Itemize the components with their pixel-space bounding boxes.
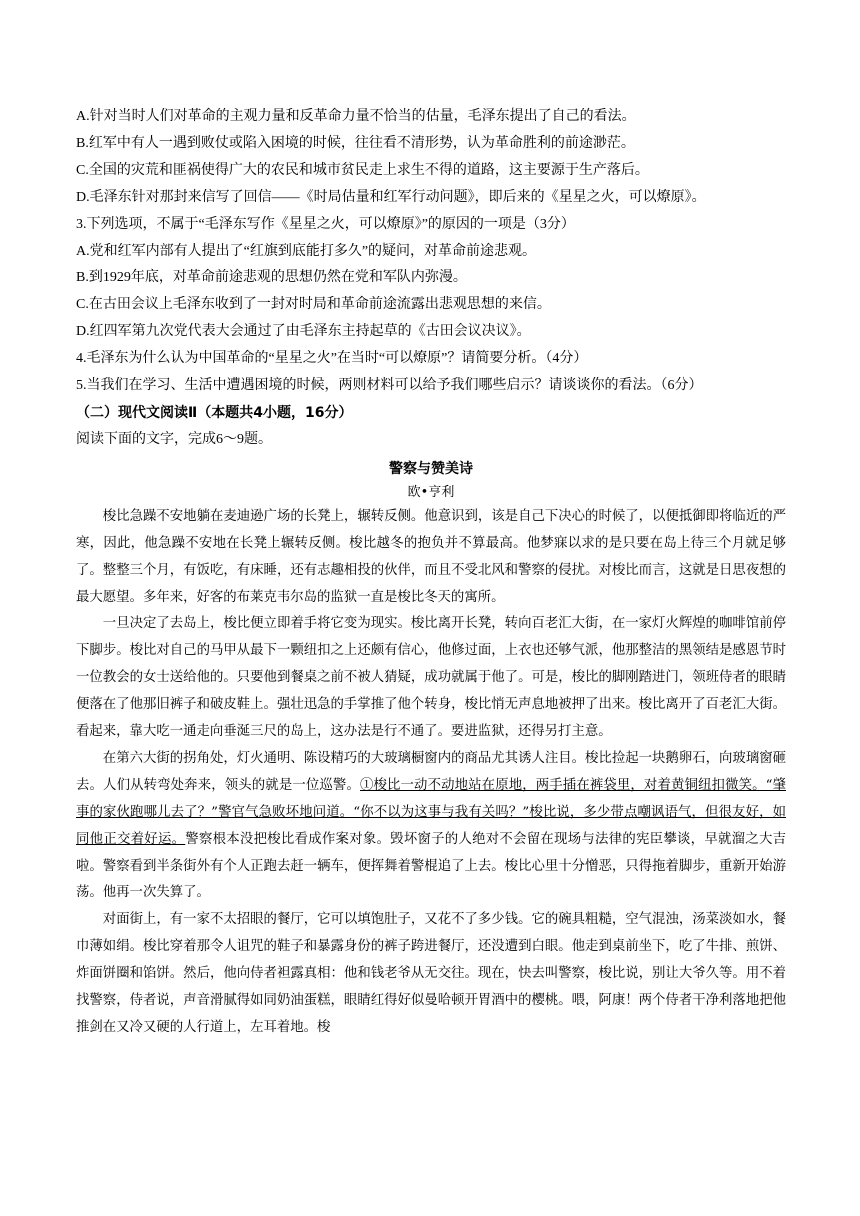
q2-option-b: B.红军中有人一遇到败仗或陷入困境的时候，往往看不清形势，认为革命胜利的前途渺茫。 xyxy=(76,135,635,151)
underlined-passage-1: ①梭比一动不动地站在原地，两手插在裤袋里，对着黄铜纽扣微笑。“肇事的家伙跑哪儿去了？”警官气急败坏地问道。“你不以为这事与我有关吗？”梭比说，多少带点嘲讽语气，但很友好，如同他正交着好运。 xyxy=(76,777,787,847)
question-4: 4.毛泽东为什么认为中国革命的“星星之火”在当时“可以燎原”？请简要分析。（4分） xyxy=(76,351,588,367)
story-author: 欧•亨利 xyxy=(407,484,455,500)
q2-option-d: D.毛泽东针对那封来信写了回信——《时局估量和红军行动问题》，即后来的《星星之火，可以燎原》。 xyxy=(76,189,706,205)
story-paragraph-4: 对面街上，有一家不太招眼的餐厅，它可以填饱肚子，又花不了多少钱。它的碗具粗糙，空气混浊，汤菜淡如水，餐巾薄如绢。梭比穿着那令人诅咒的鞋子和暴露身份的裤子跨进餐厅，还没遭到白眼。他走到桌前坐下，吃了牛排、煎饼、炸面饼圈和馅饼。然后，他向侍者袒露真相：他和钱老爷从无交往。现在，快去叫警察，梭比说，别让大爷久等。用不着找警察，侍者说，声音滑腻得如同奶油蛋糕，眼睛红得好似曼哈顿开胃酒中的樱桃。喂，阿康！两个侍者干净利落地把他推剑在又冷又硬的人行道上，左耳着地。梭 xyxy=(76,912,786,1035)
q2-option-c: C.全国的灾荒和匪祸使得广大的农民和城市贫民走上求生不得的道路，这主要源于生产落后。 xyxy=(76,162,649,178)
question-5: 5.当我们在学习、生活中遭遇困境的时候，两则材料可以给予我们哪些启示？请谈谈你的看法。（6分） xyxy=(76,378,703,394)
story-paragraph-2: 一旦决定了去岛上，梭比便立即着手将它变为现实。梭比离开长凳，转向百老汇大街，在一家灯火辉煌的咖啡馆前停下脚步。梭比对自己的马甲从最下一颗纽扣之上还颇有信心，他修过面，上衣也还够气派，他那整洁的黑领结是感恩节时一位教会的女士送给他的。只要他到餐桌之前不被人猜疑，成功就属于他了。可是，梭比的脚刚踏进门，领班侍者的眼睛便落在了他那旧裤子和破皮鞋上。强壮迅急的手掌推了他个转身，梭比悄无声息地被押了出来。梭比离开了百老汇大街。看起来，靠大吃一通走向垂涎三尺的岛上，这办法是行不通了。要进监狱，还得另打主意。 xyxy=(76,616,786,740)
paragraph-3-text-before: 在第六大街的拐角处，灯火通明、陈设精巧的大玻璃橱窗内的商品尤其诱人注目。梭比捡起一块鹅卵石，向玻璃窗砸去。人们从转弯处奔来，领头的就是一位巡警。 xyxy=(76,750,786,793)
q3-stem: 3.下列选项，不属于“毛泽东写作《星星之火，可以燎原》”的原因的一项是（3分） xyxy=(76,216,575,232)
q2-option-a: A.针对当时人们对革命的主观力量和反革命力量不恰当的估量，毛泽东提出了自己的看法。 xyxy=(76,109,636,124)
section-heading: （二）现代文阅读Ⅱ（本题共4小题，16分） xyxy=(76,404,353,421)
story-paragraph-3 xyxy=(76,746,786,907)
section-instruction: 阅读下面的文字，完成6～9题。 xyxy=(76,431,272,447)
document-page xyxy=(76,104,786,1042)
paragraph-3-text-after: 警察根本没把梭比看成作案对象。毁坏窗子的人绝对不会留在现场与法律的宪臣攀谈，早就溜之大吉啦。警察看到半条街外有个人正跑去赶一辆车，便挥舞着警棍追了上去。梭比心里十分憎恶，只得拖着脚步，重新开始游荡。他再一次失算了。 xyxy=(76,831,787,901)
q3-option-c: C.在古田会议上毛泽东收到了一封对时局和革命前途流露出悲观思想的来信。 xyxy=(76,297,551,313)
story-title: 警察与赞美诗 xyxy=(389,460,473,477)
story-paragraph-1: 梭比急躁不安地躺在麦迪逊广场的长凳上，辗转反侧。他意识到，该是自己下决心的时候了，以便抵御即将临近的严寒，因此，他急躁不安地在长凳上辗转反侧。梭比越冬的抱负并不算最高。他梦寐以求的是只要在岛上待三个月就足够了。整整三个月，有饭吃，有床睡，还有志趣相投的伙伴，而且不受北风和警察的侵扰。对梭比而言，这就是日思夜想的最大愿望。多年来，好客的布莱克韦尔岛的监狱一直是梭比冬天的寓所。 xyxy=(76,508,786,605)
q3-option-b: B.到1929年底，对革命前途悲观的思想仍然在党和军队内弥漫。 xyxy=(76,270,467,286)
q3-option-d: D.红四军第九次党代表大会通过了由毛泽东主持起草的《古田会议决议》。 xyxy=(76,324,531,340)
q3-option-a: A.党和红军内部有人提出了“红旗到底能打多久”的疑问，对革命前途悲观。 xyxy=(76,243,537,259)
